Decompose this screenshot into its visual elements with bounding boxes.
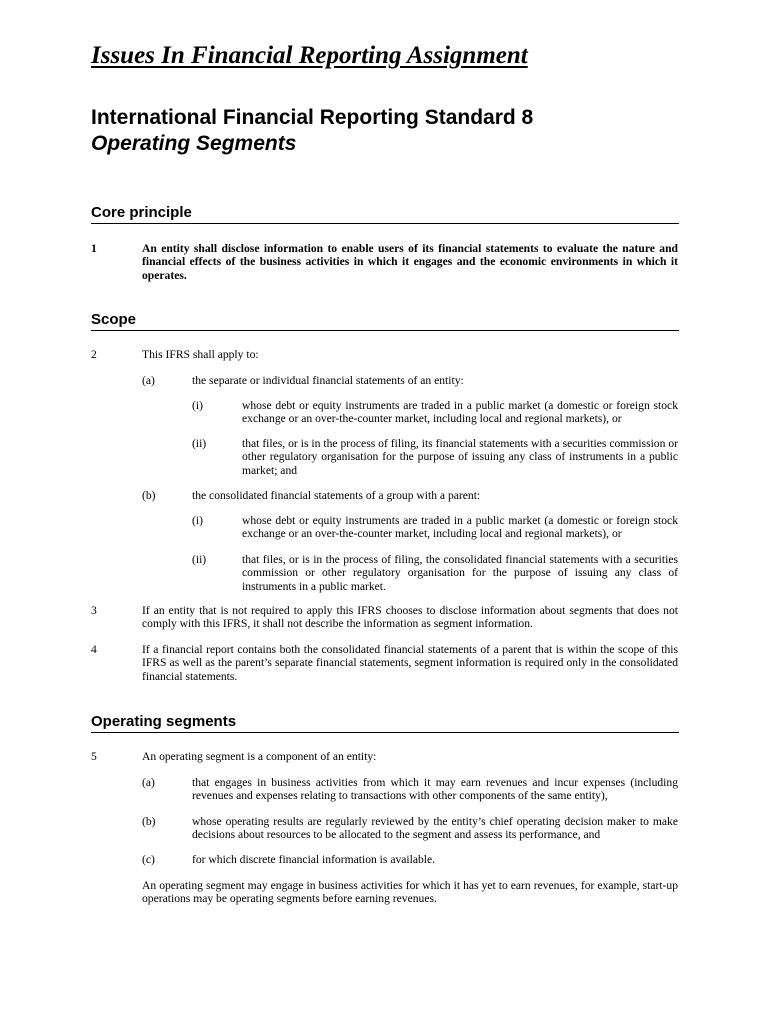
item-text: whose operating results are regularly reviewed by the entity’s chief operating decision maker to make decisions about resources to be allocated to the segment and assess its performance, and: [192, 815, 678, 842]
paragraph-number: 4: [91, 643, 97, 656]
paragraph-number: 2: [91, 348, 97, 361]
section-heading-core-principle: Core principle: [91, 204, 679, 224]
standard-title: International Financial Reporting Standard 8: [91, 106, 534, 129]
subitem-label: (i): [192, 514, 203, 527]
item-text: for which discrete financial information is available.: [192, 853, 436, 866]
item-text: that engages in business activities from which it may earn revenues and incur expenses (including revenues and expenses relating to transactions with other components of the same entity),: [192, 776, 678, 803]
paragraph-number: 1: [91, 242, 97, 255]
paragraph-text: This IFRS shall apply to:: [142, 348, 259, 361]
item-label: (a): [142, 776, 155, 789]
item-label: (a): [142, 374, 155, 387]
item-text: the consolidated financial statements of a group with a parent:: [192, 489, 481, 502]
section-heading-operating-segments: Operating segments: [91, 713, 679, 733]
item-text: the separate or individual financial statements of an entity:: [192, 374, 464, 387]
item-label: (c): [142, 853, 155, 866]
paragraph-text: If an entity that is not required to apply this IFRS chooses to disclose information about segments that does not comply with this IFRS, it shall not describe the information as segment information.: [142, 604, 678, 631]
paragraph-text: If a financial report contains both the consolidated financial statements of a parent that is within the scope of this IFRS as well as the parent’s separate financial statements, segment information is required only in the consolidated financial statements.: [142, 643, 678, 683]
paragraph-number: 5: [91, 750, 97, 763]
paragraph-text: An operating segment is a component of an entity:: [142, 750, 377, 763]
subitem-label: (ii): [192, 553, 207, 566]
section-heading-scope: Scope: [91, 311, 679, 331]
subitem-text: that files, or is in the process of filing, the consolidated financial statements with a securities commission or other regulatory organisation for the purpose of issuing any class of instruments in a public market.: [242, 553, 678, 593]
item-label: (b): [142, 815, 156, 828]
subitem-label: (ii): [192, 437, 207, 450]
standard-subtitle: Operating Segments: [91, 132, 297, 155]
subitem-text: that files, or is in the process of filing, its financial statements with a securities commission or other regulatory organisation for the purpose of issuing any class of instruments in a public market; and: [242, 437, 678, 477]
paragraph-number: 3: [91, 604, 97, 617]
paragraph-text: An entity shall disclose information to enable users of its financial statements to evaluate the nature and financial effects of the business activities in which it engages and the economic environments in which it operates.: [142, 242, 678, 282]
paragraph-text: An operating segment may engage in business activities for which it has yet to earn revenues, for example, start-up operations may be operating segments before earning revenues.: [142, 879, 678, 906]
subitem-text: whose debt or equity instruments are traded in a public market (a domestic or foreign stock exchange or an over-the-counter market, including local and regional markets), or: [242, 514, 678, 541]
assignment-title: Issues In Financial Reporting Assignment: [91, 42, 528, 69]
item-label: (b): [142, 489, 156, 502]
subitem-text: whose debt or equity instruments are traded in a public market (a domestic or foreign stock exchange or an over-the-counter market, including local and regional markets), or: [242, 399, 678, 426]
subitem-label: (i): [192, 399, 203, 412]
